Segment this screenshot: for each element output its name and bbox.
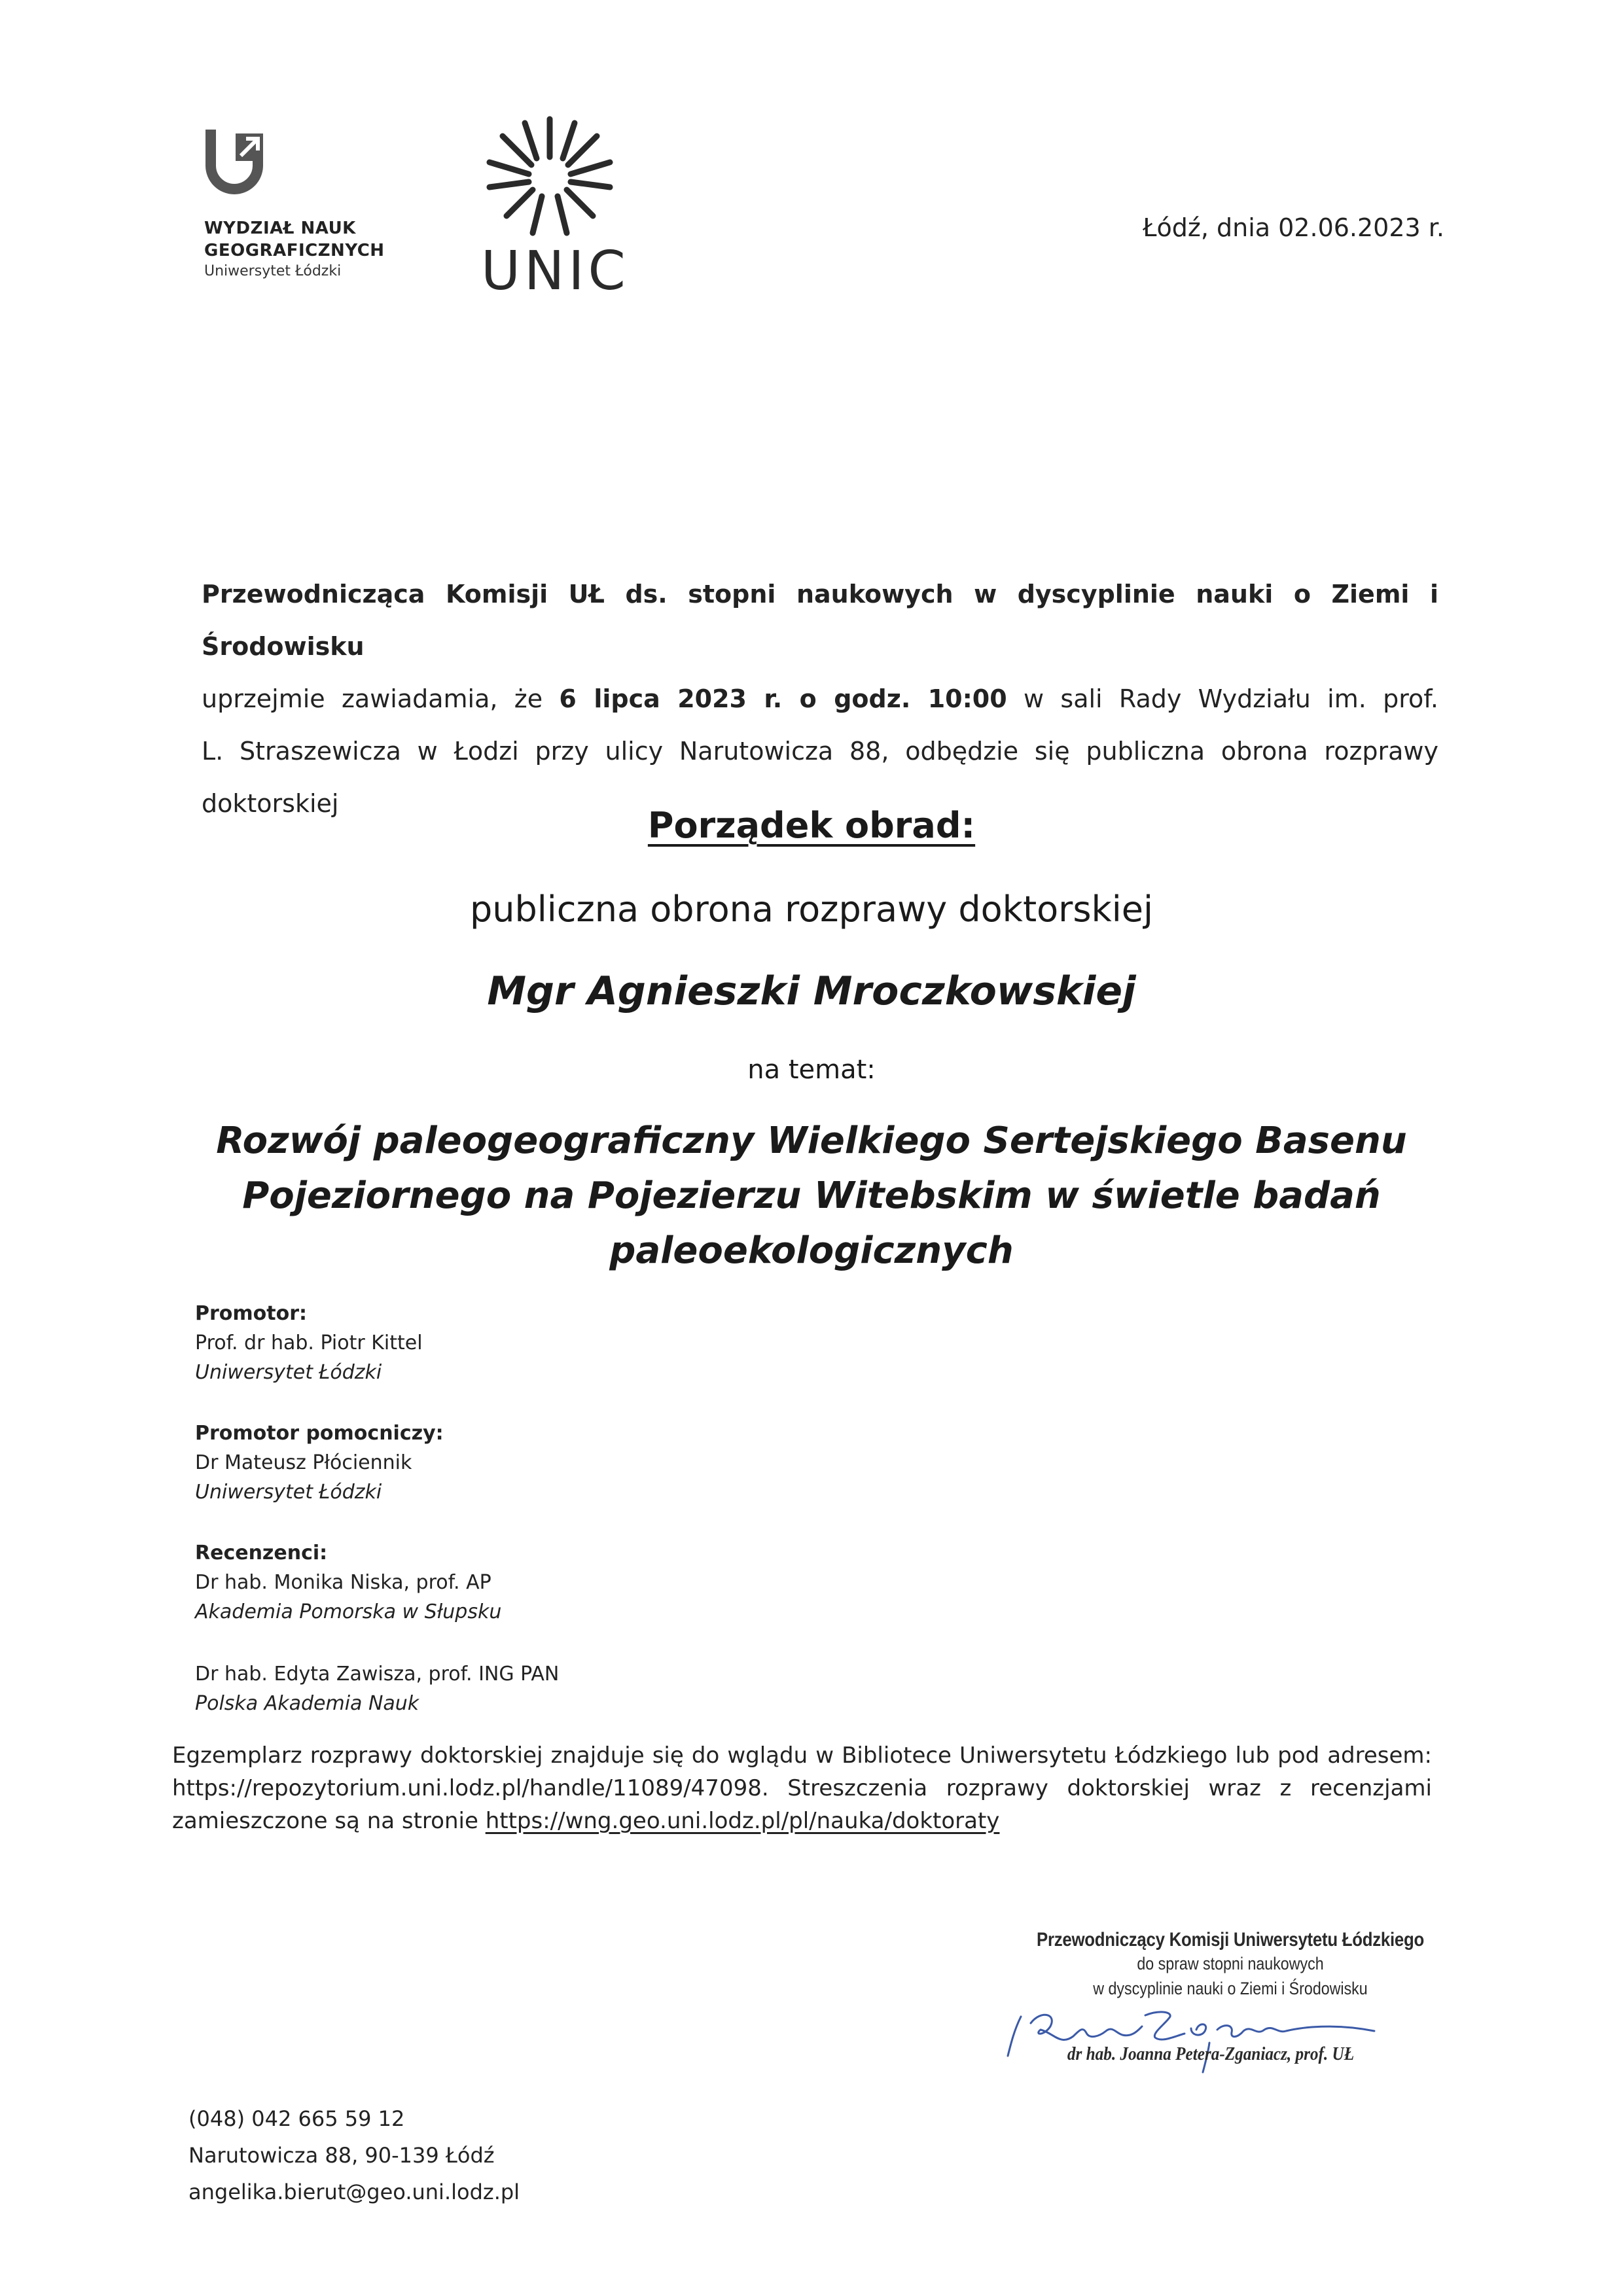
reviewers-label: Recenzenci:: [195, 1542, 328, 1564]
stamp-line-3: w dyscyplinie nauki o Ziemi i Środowisku: [1093, 1979, 1368, 1998]
stamp-line-2: do spraw stopni naukowych: [1137, 1954, 1324, 1973]
availability-line-3: [172, 1805, 1432, 1837]
assistant-promotor-block: [195, 1419, 559, 1507]
signatory-name: dr hab. Joanna Petera-Zganiacz, prof. UŁ: [1067, 2044, 1355, 2064]
announcement-text: w sali Rady Wydziału im. prof.: [1007, 684, 1438, 713]
unic-logo-text: UNIC: [481, 240, 630, 302]
announcement-line-3: L. Straszewicza w Łodzi przy ulicy Narutowicza 88, odbędzie się publiczna obrona rozprawy: [202, 737, 1438, 766]
announcement-paragraph: [202, 568, 1438, 830]
announcement-line-4: doktorskiej: [202, 789, 339, 818]
availability-line-2: https://repozytorium.uni.lodz.pl/handle/11089/47098. Streszczenia rozprawy doktorskiej wraz z recenzjami: [172, 1775, 1432, 1801]
faculty-logo-icon: [204, 130, 270, 202]
faculty-name-line2: GEOGRAFICZNYCH: [204, 241, 385, 260]
availability-text: zamieszczone są na stronie: [172, 1808, 486, 1834]
reviewer-1-name: Dr hab. Monika Niska, prof. AP: [195, 1571, 491, 1594]
unic-logo: [481, 111, 630, 302]
contact-block: [188, 2100, 520, 2210]
chair-stamp: [982, 1929, 1479, 2065]
document-date: Łódź, dnia 02.06.2023 r.: [1143, 213, 1444, 242]
agenda-subheading: publiczna obrona rozprawy doktorskiej: [469, 889, 1154, 930]
candidate-name: Mgr Agnieszki Mroczkowskiej: [487, 968, 1136, 1014]
defense-time: 10:00: [927, 684, 1007, 713]
promotor-name: Prof. dr hab. Piotr Kittel: [195, 1332, 423, 1354]
topic-label: na temat:: [747, 1055, 876, 1085]
thesis-title-line-1: Rozwój paleogeograficzny Wielkiego Sertejskiego Basenu: [216, 1120, 1407, 1162]
promotor-block: [195, 1299, 559, 1387]
agenda-heading: Porządek obrad:: [647, 805, 976, 846]
doctorates-link[interactable]: https://wng.geo.uni.lodz.pl/pl/nauka/doktoraty: [485, 1808, 1000, 1834]
thesis-title-line-3: paleoekologicznych: [609, 1229, 1014, 1272]
reviewers-block: [195, 1538, 559, 1718]
assistant-promotor-institution: Uniwersytet Łódzki: [195, 1481, 382, 1504]
announcement-line-1: Przewodnicząca Komisji UŁ ds. stopni naukowych w dyscyplinie nauki o Ziemi i Środowisku: [202, 580, 1438, 661]
thesis-title-line-2: Pojeziornego na Pojezierzu Witebskim w świetle badań: [242, 1174, 1381, 1217]
reviewer-1-institution: Akademia Pomorska w Słupsku: [195, 1600, 502, 1623]
defense-date: 6 lipca 2023 r.: [559, 684, 783, 713]
contact-email[interactable]: angelika.bierut@geo.uni.lodz.pl: [188, 2180, 520, 2204]
university-name: Uniwersytet Łódzki: [204, 263, 342, 279]
promotor-label: Promotor:: [195, 1302, 308, 1325]
announcement-text: uprzejmie zawiadamia, że: [202, 684, 560, 713]
contact-phone: (048) 042 665 59 12: [188, 2106, 405, 2131]
spacer: [195, 1627, 559, 1659]
committee-list: [195, 1299, 559, 1750]
availability-line-1: Egzemplarz rozprawy doktorskiej znajduje się do wglądu w Bibliotece Uniwersytetu Łódzkiego lub pod adresem:: [172, 1742, 1432, 1769]
contact-address: Narutowicza 88, 90-139 Łódź: [188, 2143, 495, 2168]
thesis-availability-note: [172, 1739, 1432, 1837]
thesis-title: [164, 1114, 1459, 1279]
stamp-title: Przewodniczący Komisji Uniwersytetu Łódzkiego: [1037, 1929, 1424, 1951]
unic-sun-icon: [481, 111, 618, 242]
announcement-line-2: [202, 673, 1438, 725]
announcement-text-bold: o godz.: [782, 684, 928, 713]
faculty-name-line1: WYDZIAŁ NAUK: [204, 219, 356, 238]
reviewer-2-institution: Polska Akademia Nauk: [195, 1692, 419, 1715]
faculty-logo: [204, 130, 414, 281]
reviewer-2-name: Dr hab. Edyta Zawisza, prof. ING PAN: [195, 1663, 560, 1686]
promotor-institution: Uniwersytet Łódzki: [195, 1361, 382, 1384]
handwritten-signature: [982, 2001, 1479, 2044]
assistant-promotor-label: Promotor pomocniczy:: [195, 1422, 444, 1445]
assistant-promotor-name: Dr Mateusz Płóciennik: [195, 1451, 412, 1474]
